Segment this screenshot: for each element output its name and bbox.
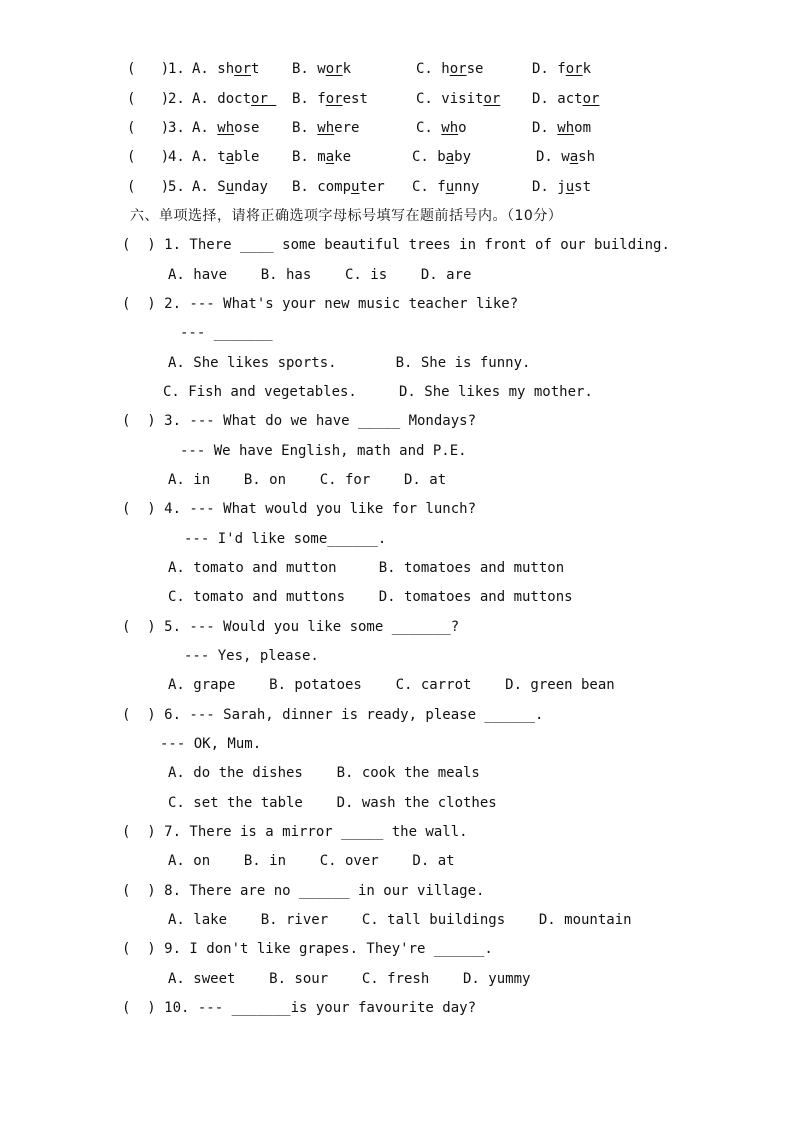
option-letter: C. bbox=[416, 120, 442, 136]
underlined-letters: or bbox=[234, 61, 252, 77]
underlined-letters: a bbox=[225, 149, 235, 165]
pronunciation-number: 5. bbox=[168, 179, 185, 195]
word-part: ble bbox=[234, 149, 260, 165]
question-1: ( ) 1. There ____ some beautiful trees in front of our building. bbox=[122, 237, 670, 253]
question-5-reply: --- Yes, please. bbox=[184, 648, 319, 664]
underlined-letters: u bbox=[565, 179, 575, 195]
pronunciation-number: 4. bbox=[168, 149, 185, 165]
word-part: m bbox=[317, 149, 326, 165]
word-part: by bbox=[454, 149, 472, 165]
word-part: nny bbox=[454, 179, 480, 195]
option-letter: B. bbox=[292, 61, 318, 77]
pronunciation-option bbox=[192, 119, 259, 137]
question-8: ( ) 8. There are no ______ in our village. bbox=[122, 883, 485, 899]
pronunciation-number: 3. bbox=[168, 120, 185, 136]
word-part: visit bbox=[441, 91, 484, 107]
underlined-letters: u bbox=[351, 179, 360, 195]
question-2: ( ) 2. --- What's your new music teacher like? bbox=[122, 296, 519, 312]
underlined-letters: or bbox=[325, 91, 343, 107]
question-2-options-row2: C. Fish and vegetables. D. She likes my mother. bbox=[163, 384, 593, 400]
question-4-reply: --- I'd like some______. bbox=[184, 531, 387, 547]
pronunciation-option bbox=[532, 60, 591, 78]
question-7: ( ) 7. There is a mirror _____ the wall. bbox=[122, 824, 468, 840]
word-part: om bbox=[574, 120, 592, 136]
question-10: ( ) 10. --- _______is your favourite day? bbox=[122, 1000, 477, 1016]
pronunciation-option bbox=[536, 148, 595, 166]
word-part: act bbox=[557, 91, 583, 107]
pronunciation-number: 2. bbox=[168, 91, 185, 107]
word-part: f bbox=[437, 179, 446, 195]
pronunciation-option bbox=[292, 60, 351, 78]
option-letter: B. bbox=[292, 179, 318, 195]
underlined-letters: wh bbox=[317, 120, 335, 136]
pronunciation-paren: ( ) bbox=[127, 61, 170, 77]
underlined-letters: u bbox=[225, 179, 235, 195]
option-letter: C. bbox=[416, 91, 442, 107]
option-letter: B. bbox=[292, 149, 318, 165]
question-3-options: A. in B. on C. for D. at bbox=[168, 472, 447, 488]
option-letter: A. bbox=[192, 61, 218, 77]
word-part: f bbox=[557, 61, 566, 77]
question-1-options: A. have B. has C. is D. are bbox=[168, 267, 472, 283]
word-part: f bbox=[317, 91, 326, 107]
question-7-options: A. on B. in C. over D. at bbox=[168, 853, 455, 869]
pronunciation-option bbox=[192, 60, 259, 78]
pronunciation-option bbox=[292, 90, 368, 108]
option-letter: A. bbox=[192, 179, 218, 195]
question-6-options-row1: A. do the dishes B. cook the meals bbox=[168, 765, 480, 781]
question-2-answer-blank: --- _______ bbox=[180, 325, 273, 341]
option-letter: B. bbox=[292, 120, 318, 136]
option-letter: A. bbox=[192, 149, 218, 165]
question-4-options-row1: A. tomato and mutton B. tomatoes and mutton bbox=[168, 560, 565, 576]
pronunciation-option bbox=[292, 178, 385, 196]
option-letter: D. bbox=[532, 61, 558, 77]
word-part: h bbox=[441, 61, 450, 77]
word-part: ke bbox=[334, 149, 352, 165]
option-letter: A. bbox=[192, 91, 218, 107]
pronunciation-option bbox=[192, 178, 268, 196]
word-part: k bbox=[342, 61, 352, 77]
word-part: ose bbox=[234, 120, 260, 136]
underlined-letters: or bbox=[483, 91, 501, 107]
pronunciation-option bbox=[412, 148, 471, 166]
word-part: ere bbox=[334, 120, 360, 136]
pronunciation-paren: ( ) bbox=[127, 120, 170, 136]
question-2-options-row1: A. She likes sports. B. She is funny. bbox=[168, 355, 531, 371]
question-6-options-row2: C. set the table D. wash the clothes bbox=[168, 795, 497, 811]
pronunciation-option bbox=[532, 178, 591, 196]
pronunciation-option bbox=[292, 119, 359, 137]
underlined-letters: wh bbox=[557, 120, 575, 136]
word-part: t bbox=[217, 149, 226, 165]
word-part: o bbox=[458, 120, 467, 136]
question-3-reply: --- We have English, math and P.E. bbox=[180, 443, 467, 459]
underlined-letters: a bbox=[325, 149, 335, 165]
pronunciation-option bbox=[412, 178, 479, 196]
pronunciation-option bbox=[292, 148, 351, 166]
underlined-letters: a bbox=[445, 149, 455, 165]
question-5: ( ) 5. --- Would you like some _______? bbox=[122, 619, 460, 635]
pronunciation-option bbox=[416, 90, 500, 108]
underlined-letters: or bbox=[251, 91, 277, 107]
pronunciation-option bbox=[532, 119, 591, 137]
word-part: w bbox=[317, 61, 326, 77]
pronunciation-option bbox=[192, 148, 259, 166]
question-9-options: A. sweet B. sour C. fresh D. yummy bbox=[168, 971, 531, 987]
word-part: ter bbox=[359, 179, 385, 195]
question-8-options: A. lake B. river C. tall buildings D. mountain bbox=[168, 912, 632, 928]
option-letter: D. bbox=[532, 179, 558, 195]
question-4: ( ) 4. --- What would you like for lunch? bbox=[122, 501, 477, 517]
pronunciation-paren: ( ) bbox=[127, 179, 170, 195]
underlined-letters: a bbox=[569, 149, 579, 165]
option-letter: C. bbox=[412, 179, 438, 195]
question-4-options-row2: C. tomato and muttons D. tomatoes and muttons bbox=[168, 589, 573, 605]
word-part: sh bbox=[578, 149, 596, 165]
option-letter: C. bbox=[412, 149, 438, 165]
word-part: st bbox=[574, 179, 592, 195]
option-letter: D. bbox=[536, 149, 562, 165]
word-part: w bbox=[561, 149, 570, 165]
question-6: ( ) 6. --- Sarah, dinner is ready, please ______. bbox=[122, 707, 544, 723]
section-title: 六、单项选择，请将正确选项字母标号填写在题前括号内。（10分） bbox=[130, 208, 563, 224]
word-part: comp bbox=[317, 179, 352, 195]
question-6-reply: --- OK, Mum. bbox=[160, 736, 262, 752]
underlined-letters: or bbox=[325, 61, 343, 77]
underlined-letters: wh bbox=[217, 120, 235, 136]
option-letter: B. bbox=[292, 91, 318, 107]
pronunciation-option bbox=[416, 119, 467, 137]
option-letter: A. bbox=[192, 120, 218, 136]
pronunciation-option bbox=[416, 60, 483, 78]
word-part: S bbox=[217, 179, 226, 195]
pronunciation-number: 1. bbox=[168, 61, 185, 77]
pronunciation-option bbox=[192, 90, 276, 108]
underlined-letters: or bbox=[449, 61, 467, 77]
pronunciation-option bbox=[532, 90, 599, 108]
word-part: nday bbox=[234, 179, 268, 195]
pronunciation-paren: ( ) bbox=[127, 91, 170, 107]
underlined-letters: or bbox=[582, 91, 600, 107]
underlined-letters: or bbox=[565, 61, 583, 77]
underlined-letters: wh bbox=[441, 120, 459, 136]
word-part: doct bbox=[217, 91, 252, 107]
option-letter: C. bbox=[416, 61, 442, 77]
underlined-letters: u bbox=[445, 179, 455, 195]
pronunciation-paren: ( ) bbox=[127, 149, 170, 165]
word-part: b bbox=[437, 149, 446, 165]
question-3: ( ) 3. --- What do we have _____ Mondays? bbox=[122, 413, 477, 429]
word-part: k bbox=[582, 61, 592, 77]
word-part: est bbox=[342, 91, 368, 107]
word-part: sh bbox=[217, 61, 235, 77]
word-part: t bbox=[251, 61, 260, 77]
question-9: ( ) 9. I don't like grapes. They're ______. bbox=[122, 941, 493, 957]
option-letter: D. bbox=[532, 91, 558, 107]
option-letter: D. bbox=[532, 120, 558, 136]
word-part: j bbox=[557, 179, 566, 195]
question-5-options: A. grape B. potatoes C. carrot D. green bean bbox=[168, 677, 615, 693]
word-part: se bbox=[466, 61, 484, 77]
